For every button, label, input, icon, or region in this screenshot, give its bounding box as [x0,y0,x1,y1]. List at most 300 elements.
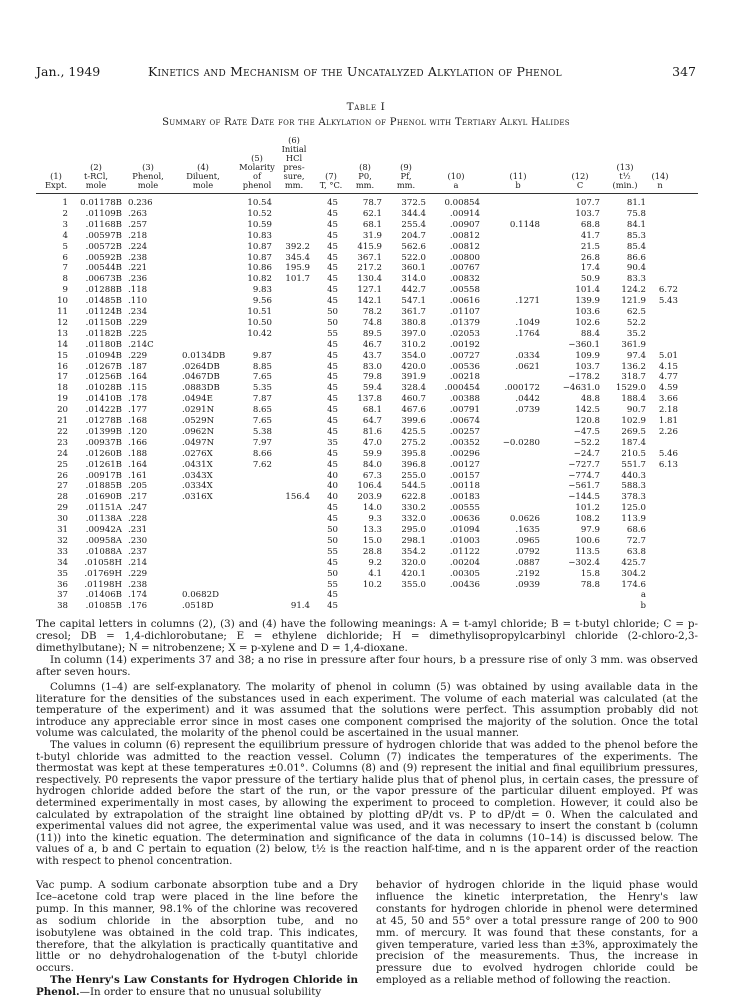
table-cell: 62.1 [362,208,382,219]
table-cell: 344.4 [401,208,426,219]
table-cell: 551.7 [621,459,646,470]
table-cell: .00127 [449,459,480,470]
table-cell: 89.5 [362,328,382,339]
table-cell: 59.9 [362,448,382,459]
table-cell: 30 [57,514,68,525]
table-cell: 14.0 [362,503,382,514]
table-cell: 10.50 [247,317,272,328]
footnote-note: In column (14) experiments 37 and 38; a no rise in pressure after four hours, b a pressure rise of only 3 mm. was observed after seven hours. [36,654,698,678]
table-cell: 328.4 [401,383,426,394]
table-cell: 45 [327,514,338,525]
table-cell: 84.0 [362,459,382,470]
table-cell: 120.8 [575,416,600,426]
table-cell: 81.1 [626,198,646,208]
table-cell: .01256B [85,372,122,383]
table-cell: 45 [327,274,338,285]
table-cell: 5.46 [658,448,678,459]
table-cell: 68.1 [362,405,382,416]
table-cell: 2.18 [658,405,678,416]
table-cell: 188.4 [621,394,646,405]
table-cell: .01124B [85,307,122,317]
table-cell: 35 [57,568,68,579]
table-cell: 50 [327,535,338,546]
table-cell: 84.1 [626,219,646,230]
table-cell: 45 [327,252,338,263]
table-cell: .0739 [515,405,540,416]
table-cell: −178.2 [568,372,600,383]
table-cell: 255.0 [401,470,426,481]
table-cell: .00800 [449,252,480,263]
table-cell: .115 [128,383,148,394]
table-cell: 33 [57,546,68,557]
table-cell: 547.1 [401,296,426,307]
table-cell: .00592B [85,252,122,263]
table-cell: 40 [327,470,338,481]
table-cell: .00674 [449,416,480,426]
table-cell: 15 [57,350,68,361]
table-cell: b [640,601,646,612]
table-cell: 91.4 [290,601,310,612]
table-cell: 68.6 [626,525,646,535]
table-row [0,438,732,449]
table-cell: 10.59 [247,219,272,230]
table-cell: 26 [57,470,68,481]
table-cell: .01260B [85,448,122,459]
table-cell: 86.6 [626,252,646,263]
table-cell: −774.7 [568,470,600,481]
table-row [0,492,732,503]
table-cell: .00257 [449,426,480,437]
table-cell: −727.7 [568,459,600,470]
table-cell: 7.87 [252,394,272,405]
table-cell: .214C [128,339,154,350]
table-cell: 45 [327,350,338,361]
table-cell: 50 [327,317,338,328]
table-cell: 40 [327,481,338,492]
table-cell: .231 [128,525,148,535]
table-cell: .225 [128,328,148,339]
table-cell: .01399B [85,426,122,437]
table-cell: 361.9 [621,339,646,350]
table-cell: 127.1 [357,285,382,296]
table-cell: 395.8 [401,448,426,459]
table-cell: 361.7 [401,307,426,317]
table-cell: 360.1 [401,263,426,274]
table-cell: 18 [57,383,68,394]
table-cell: .238 [128,252,148,263]
table-cell: .01122 [449,546,480,557]
table-row [0,351,732,362]
table-cell: 210.5 [621,448,646,459]
table-cell: .166 [128,437,148,448]
table-cell: 124.2 [621,285,646,296]
table-cell: 45 [327,198,338,208]
table-cell: .00942A [85,525,122,535]
table-cell: 62.5 [626,307,646,317]
table-cell: 121.9 [621,296,646,307]
table-cell: 45 [327,383,338,394]
table-cell: .000454 [444,383,480,394]
table-cell: .01088A [85,546,122,557]
table-cell: .205 [128,481,148,492]
table-cell: 85.4 [626,241,646,252]
table-cell: 2 [62,208,68,219]
table-cell: .0442 [515,394,540,405]
right-column [376,880,698,987]
table-row [0,601,732,612]
table-row [0,394,732,405]
table-caption: Summary of Rate Date for the Alkylation of Phenol with Tertiary Alkyl Halides [162,117,570,128]
table-cell: .02053 [449,328,480,339]
table-cell: 6 [62,252,68,263]
table-cell: 11 [57,307,68,317]
table-row [0,536,732,547]
table-cell: 78.2 [362,307,382,317]
table-row [0,547,732,558]
table-cell: .0291N [182,405,215,416]
table-cell: 420.1 [401,568,426,579]
table-cell: .01379 [449,317,480,328]
table-cell: 21 [57,416,68,426]
table-cell: 330.2 [401,503,426,514]
table-cell: .00436 [449,579,480,590]
table-cell: 588.3 [621,481,646,492]
table-cell: 17 [57,372,68,383]
column-header-1: (1) Expt. [44,171,68,190]
table-cell: 1529.0 [615,383,646,394]
table-cell: 380.8 [401,317,426,328]
table-cell: .174 [128,590,148,601]
table-cell: 5 [62,241,68,252]
header-title: Kinetics and Mechanism of the Uncatalyzed Alkylation of Phenol [148,64,562,79]
table-cell: .00914 [449,208,480,219]
table-cell: .01109B [85,208,122,219]
table-cell: 10.52 [247,208,272,219]
table-cell: 10.54 [247,198,272,208]
table-cell: 10.87 [247,241,272,252]
table-cell: 50 [327,307,338,317]
table-cell: 35 [327,437,338,448]
table-cell: 90.7 [626,405,646,416]
table-cell: .247 [128,503,148,514]
table-cell: 45 [327,339,338,350]
table-cell: 7.97 [252,437,272,448]
column-header-5: (5) Molarity of phenol [239,153,275,190]
table-cell: .218 [128,230,148,241]
table-cell: 467.6 [401,405,426,416]
table-cell: 85.3 [626,230,646,241]
table-cell: 45 [327,285,338,296]
table-cell: .237 [128,546,148,557]
table-cell: .1764 [515,328,540,339]
table-cell: 203.9 [357,492,382,503]
table-cell: 0.01178B [80,198,122,208]
table-cell: .00296 [449,448,480,459]
table-cell: 78.8 [580,579,600,590]
body-paragraph-2: The values in column (6) represent the equilibrium pressure of hydrogen chloride that was added to the phenol before the t-butyl chloride was admitted to the reaction vessel. Column (7) indicates the temperatures of the experiments. The thermostat was kept at these temperatures ±0.01°. Columns (8) and (9) represent the initial and final equilibrium pressures, respectively. P0 represents the vapor pressure of the tertiary halide plus that of phenol plus, in certain cases, the pressure of hydrogen chloride added before the start of the run, or the vapor pressure of the particular diluent employed. Pf was determined experimentally in most cases, by allowing the experiment to proceed to completion. However, it could also be calculated by extrapolation of the straight line obtained by plotting dP/dt vs. P to dP/dt = 0. When the calculated and experimental values did not agree, the experimental value was used, and it was necessary to insert the constant b (column (11)) into the kinetic equation. The determination and significance of the data in columns (10–14) is discussed below. The values of a, b and C pertain to equation (2) below, t½ is the reaction half-time, and n is the apparent order of the reaction with respect to phenol concentration. [36,738,698,867]
table-cell: 45 [327,230,338,241]
table-row [0,514,732,525]
table-cell: .0334X [182,481,213,492]
table-cell: 12 [57,317,68,328]
page-number: 347 [672,64,696,79]
table-cell: 142.1 [357,296,382,307]
table-cell: 4 [62,230,68,241]
table-cell: .00907 [449,219,480,230]
column-header-13: (13) t½ (min.) [612,162,638,190]
table-cell: .01182B [85,328,122,339]
table-cell: 102.9 [621,416,646,426]
section-heading: The Henry's Law Constants for Hydrogen Chloride in Phenol. [36,974,358,999]
table-cell: .00118 [449,481,480,492]
table-cell: .01769H [84,568,122,579]
table-cell: −360.1 [568,339,600,350]
table-cell: 0.0682D [182,590,219,601]
table-cell: 45 [327,590,338,601]
table-cell: 6.72 [658,285,678,296]
table-cell: 391.9 [401,372,426,383]
table-cell: 103.7 [575,208,600,219]
table-cell: 45 [327,416,338,426]
table-cell: 21.5 [580,241,600,252]
table-row [0,558,732,569]
column-header-11: (11) b [509,171,527,190]
table-cell: .229 [128,350,148,361]
table-cell: 0.00854 [444,198,480,208]
column-header-9: (9) Pf, mm. [396,162,416,190]
table-cell: 9.56 [252,296,272,307]
table-cell: .0621 [515,361,540,372]
table-cell: 275.2 [401,437,426,448]
table-cell: 4.77 [658,372,678,383]
table-cell: 13 [57,328,68,339]
table-cell: .01261B [85,459,122,470]
table-cell: 0.0626 [509,514,540,525]
table-cell: −302.4 [568,557,600,568]
table-cell: .01107 [449,307,480,317]
table-cell: 108.2 [575,514,600,525]
table-row [0,209,732,220]
table-cell: 136.2 [621,361,646,372]
footnote-legend: The capital letters in columns (2), (3) and (4) have the following meanings: A = t-amyl chloride; B = t-butyl chloride; C = p-cresol; DB = 1,4-dichlorobutane; E = ethylene dichloride; H = dimethylisopropylcarbinyl chloride (2-chloro-2,3-dimethylbutane); N = nitrobenzene; X = p-xylene and D = 1,4-dioxane. [36,618,698,654]
table-cell: 16 [57,361,68,372]
table-cell: .00388 [449,394,480,405]
table-cell: 345.4 [285,252,310,263]
table-cell: .230 [128,535,148,546]
table-cell: 79.8 [362,372,382,383]
table-cell: .01410B [85,394,122,405]
table-cell: 100.6 [575,535,600,546]
table-cell: 1 [62,198,68,208]
table-cell: 28 [57,492,68,503]
table-cell: 354.0 [401,350,426,361]
table-cell: .0467DB [182,372,220,383]
table-cell: .238 [128,579,148,590]
table-cell: 142.5 [575,405,600,416]
table-cell: .00937B [85,437,122,448]
table-cell: .0494E [182,394,213,405]
table-cell: 45 [327,448,338,459]
table-cell: 102.6 [575,317,600,328]
table-cell: 130.4 [357,274,382,285]
table-cell: 68.1 [362,219,382,230]
table-cell: .01180B [85,339,122,350]
table-cell: 23 [57,437,68,448]
table-cell: .000172 [504,383,540,394]
column-header-7: (7) T, °C. [319,171,343,190]
table-row [0,383,732,394]
table-cell: 63.8 [626,546,646,557]
table-cell: 378.3 [621,492,646,503]
table-cell: 19 [57,394,68,405]
table-cell: .1635 [515,525,540,535]
table-cell: 101.2 [575,503,600,514]
table-cell: .01267B [85,361,122,372]
table-cell: .01003 [449,535,480,546]
table-cell: 13.3 [362,525,382,535]
table-cell: 103.6 [575,307,600,317]
table-row [0,285,732,296]
table-cell: 45 [327,219,338,230]
table-cell: 109.9 [575,350,600,361]
left-column [36,880,358,999]
table-cell: 45 [327,208,338,219]
table-cell: 78.7 [362,198,382,208]
column-header-10: (10) a [447,171,465,190]
table-cell: 442.7 [401,285,426,296]
table-cell: .00536 [449,361,480,372]
table-cell: 31.9 [362,230,382,241]
table-cell: 5.43 [658,296,678,307]
table-cell: 10.42 [247,328,272,339]
table-row [0,274,732,285]
table-cell: .00544B [85,263,122,274]
table-cell: 217.2 [357,263,382,274]
table-cell: 83.0 [362,361,382,372]
table-cell: 88.4 [580,328,600,339]
table-cell: .224 [128,241,148,252]
table-cell: 9.83 [252,285,272,296]
table-cell: 45 [327,296,338,307]
table-cell: 37 [57,590,68,601]
table-cell: 298.1 [401,535,426,546]
table-cell: .00812 [449,241,480,252]
column-header-8: (8) P0, mm. [355,162,375,190]
table-cell: .0276X [182,448,213,459]
table-cell: −24.7 [573,448,600,459]
table-cell: 81.6 [362,426,382,437]
table-cell: 43.7 [362,350,382,361]
table-cell: −47.5 [573,426,600,437]
table-cell: .187 [128,361,148,372]
table-cell: 9.3 [368,514,382,525]
table-row [0,460,732,471]
table-row [0,427,732,438]
table-cell: 50 [327,568,338,579]
table-row [0,296,732,307]
table-cell: .228 [128,514,148,525]
table-cell: .01690B [85,492,122,503]
table-cell: .00555 [449,503,480,514]
table-cell: .0343X [182,470,213,481]
table-cell: 101.7 [285,274,310,285]
table-row [0,481,732,492]
header-date: Jan., 1949 [36,64,101,79]
table-cell: 354.2 [401,546,426,557]
table-cell: 8.65 [252,405,272,416]
table-row [0,253,732,264]
table-cell: 32 [57,535,68,546]
table-cell: 90.4 [626,263,646,274]
table-cell: 4.15 [658,361,678,372]
table-cell: 45 [327,601,338,612]
table-cell: 522.0 [401,252,426,263]
table-cell: 45 [327,394,338,405]
table-cell: .00832 [449,274,480,285]
table-row [0,307,732,318]
table-cell: .00192 [449,339,480,350]
table-cell: 41.7 [580,230,600,241]
table-cell: 314.0 [401,274,426,285]
table-cell: 195.9 [285,263,310,274]
table-cell: 47.0 [362,437,382,448]
table-cell: a [640,590,646,601]
table-cell: .01150B [85,317,122,328]
table-cell: .0939 [515,579,540,590]
table-cell: .229 [128,568,148,579]
table-cell: 5.38 [252,426,272,437]
table-cell: 396.8 [401,459,426,470]
table-row [0,329,732,340]
table-cell: .01028B [85,383,122,394]
table-cell: .164 [128,372,148,383]
table-cell: .00352 [449,437,480,448]
table-cell: 15.8 [580,568,600,579]
table-cell: .0887 [515,557,540,568]
table-footnote [36,618,698,678]
table-cell: 332.0 [401,514,426,525]
table-row [0,569,732,580]
table-row [0,416,732,427]
column-header-4: (4) Diluent, mole [186,162,220,190]
table-cell: 24 [57,448,68,459]
table-cell: 46.7 [362,339,382,350]
column-header-14: (14) n [651,171,669,190]
right-column-text: behavior of hydrogen chloride in the liquid phase would influence the kinetic interpretation, the Henry's law constants for hydrogen chloride in phenol were determined at 45, 50 and 55° over a total pressure range of 200 to 900 mm. of mercury. It was found that these constants, for a given temperature, varied less than ±3%, approximately the precision of the measurements. Thus, the increase in pressure due to evolved hydrogen chloride could be employed as a reliable method of following the reaction. [376,879,698,987]
table-cell: 137.8 [357,394,382,405]
table-cell: 10.83 [247,230,272,241]
table-row [0,263,732,274]
table-cell: .0883DB [182,383,220,394]
table-cell: 6.13 [658,459,678,470]
table-cell: .188 [128,448,148,459]
table-cell: .00157 [449,470,480,481]
table-cell: .01288B [85,285,122,296]
table-row [0,503,732,514]
table-cell: .0792 [515,546,540,557]
table-cell: 106.4 [357,481,382,492]
table-cell: 4.59 [658,383,678,394]
table-row [0,340,732,351]
table-cell: 10 [57,296,68,307]
table-cell: .161 [128,470,148,481]
table-cell: 27 [57,481,68,492]
table-cell: 101.4 [575,285,600,296]
table-cell: 2.26 [658,426,678,437]
table-cell: 320.0 [401,557,426,568]
table-cell: .0962N [182,426,215,437]
table-cell: .01406B [85,590,122,601]
